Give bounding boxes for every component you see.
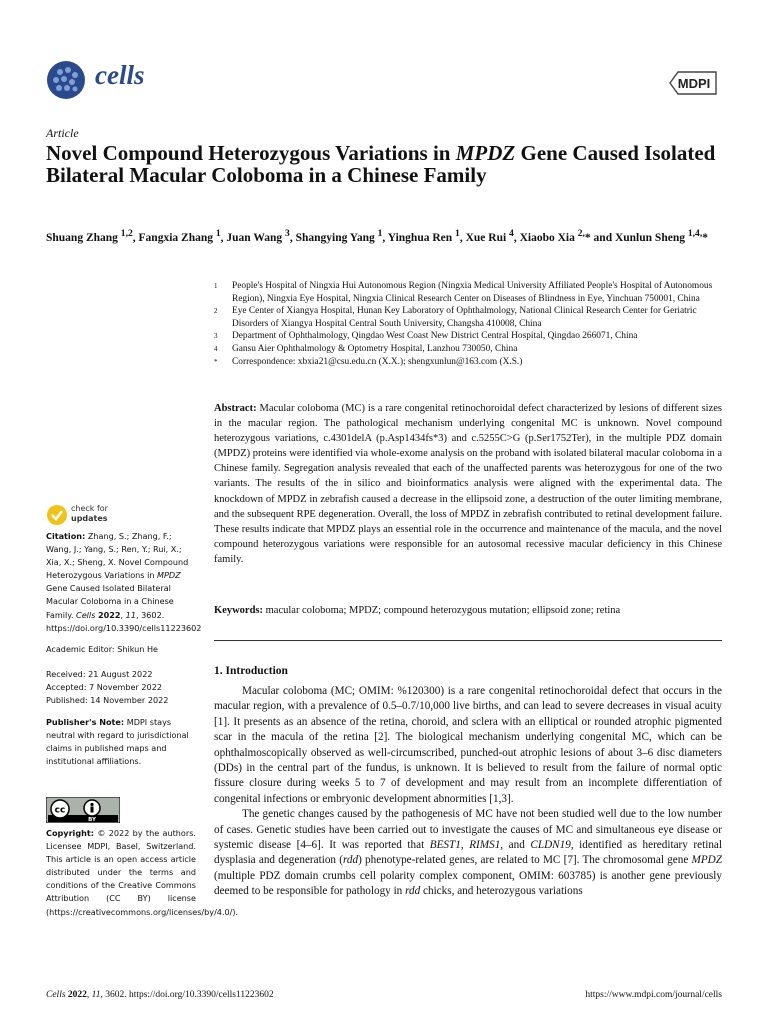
affiliation-number: 1 — [214, 282, 218, 290]
by-badge-text: BY — [88, 817, 96, 823]
abstract-text: Macular coloboma (MC) is a rare congenital retinochoroidal defect characterized by lesions of different sizes in the macular region. The pathological mechanism underlying congenital MC is unknown. Novel compound heterozygous variations, c.4301delA (p.Asp1434fs*3) and c.5255C>G (p.Ser1752Ter), in the multiple PDZ domain (MPDZ) proteins were identified via whole-exome analysis on the proband with isolated bilateral macular coloboma in a Chinese family. Segregation analysis revealed that each of the unaffected parents was heterozygous for one of the two variants. The results of the in silico and bioinformatics analysis were aligned with the experimental data. The knockdown of MPDZ in zebrafish caused a decrease in the ellipsoid zone, a destruction of the outer limiting membrane, and the subsequent RPE degeneration. Overall, the loss of MPDZ in zebrafish contributed to retinal development failure. These results indicate that MPDZ plays an essential role in the occurrence and maintenance of the macula, and the novel compound heterozygous variations were responsible for an autosomal recessive macular deficiency in this Chinese family. — [214, 403, 723, 565]
section-divider — [214, 640, 722, 641]
section-heading: 1. Introduction — [214, 665, 288, 677]
dates — [46, 668, 196, 707]
abstract — [214, 401, 722, 567]
sidebar-info — [46, 530, 202, 777]
check-updates-line1: check for — [71, 504, 108, 513]
affiliation-number: 2 — [214, 307, 218, 316]
abstract-label: Abstract: — [214, 403, 257, 414]
journal-name: cells — [95, 60, 145, 90]
cc-badge-text: cc — [54, 805, 66, 816]
affiliation-item — [214, 343, 726, 356]
check-for-updates-badge[interactable] — [46, 504, 166, 526]
publisher-note: Publisher's Note: MDPI stays neutral with regard to jurisdictional claims in published maps and institutional affiliations. — [46, 717, 189, 767]
copyright-notice: Copyright: © 2022 by the authors. Licensee MDPI, Basel, Switzerland. This article is an open access article distributed under the terms and conditions of the Creative Commons Attribution (CC BY) license (https://creativecommons.org/licenses/by/4.0/). — [46, 828, 239, 917]
cells-logo-icon — [46, 60, 86, 100]
check-updates-icon — [46, 504, 68, 526]
affiliation-number: 4 — [214, 344, 218, 353]
date-accepted: Accepted: 7 November 2022 — [46, 681, 162, 692]
intro-paragraph-2: The genetic changes caused by the pathogenesis of MC have not been studied well due to the low number of cases. Genetic studies have been carried out to investigate the causes of MC and simultaneous eye disease or systemic disease [4–6]. It was reported that BEST1, RIMS1, and CLDN19, identified as hereditary retinal dysplasia and degeneration (rdd) phenotype-related genes, are related to MC [7]. The chromosomal gene MPDZ (multiple PDZ domain crumbs cell polarity complex component, OMIM: 603785) is another gene previously deemed to be responsible for pathology in rdd chicks, and heterozygous variations — [214, 808, 722, 898]
academic-editor: Academic Editor: Shikun He — [46, 643, 159, 654]
article-type: Article — [46, 126, 79, 140]
publisher-name: MDPI — [677, 76, 711, 91]
date-received: Received: 21 August 2022 — [46, 668, 153, 679]
date-published: Published: 14 November 2022 — [46, 695, 169, 706]
affiliation-item — [214, 356, 726, 369]
affiliations — [214, 280, 726, 368]
citation: Citation: Zhang, S.; Zhang, F.; Wang, J.; Yang, S.; Ren, Y.; Rui, X.; Xia, X.; Sheng, X. Novel Compound Heterozygous Variations in MPDZ Gene Caused Isolated Bilateral Macular Coloboma in a Chinese Family. Cells 2022, 11, 3602. https://doi.org/10.3390/cells11223602 — [46, 531, 202, 633]
intro-paragraph-1: Macular coloboma (MC; OMIM: %120300) is a rare congenital retinochoroidal defect that occurs in the macular region, with a prevalence of 0.5–0.7/10,000 live births, and can lead to severe decreases in visual acuity [1]. It presents as an absence of the retina, choroid, and sclera with an elliptical or rounded atrophic pigmented scar in the macula of the retina [2]. The biological mechanism underlying congenital MC, which can be ophthalmoscopically observed as well-circumscribed, punched-out atrophic lesions of about 3–6 disc diameters (DDs) in the central part of the fundus, is unknown. It is believed to result from the failure of normal optic fissure closure during weeks 5 to 7 of development and may result from an incomplete differentiation of congenital infections or embryonic development abnormities [1,3]. — [214, 685, 722, 805]
affiliation-item — [214, 330, 726, 343]
intro-body — [214, 684, 722, 900]
check-updates-line2: updates — [71, 514, 108, 523]
affiliation-text: Department of Ophthalmology, Qingdao West Coast New District Central Hospital, Qingdao 266071, China — [232, 331, 638, 342]
keywords — [214, 603, 722, 618]
affiliation-text: People's Hospital of Ningxia Hui Autonomous Region (Ningxia Medical University Affiliated People's Hospital of Autonomous Region), Ningxia Eye Hospital, Ningxia Clinical Research Center on Diseases of Blindness in Eye, Yinchuan 750001, China — [232, 281, 713, 304]
keywords-label: Keywords: — [214, 605, 263, 616]
affiliation-text: Gansu Aier Ophthalmology & Optometry Hospital, Lanzhou 730050, China — [232, 343, 518, 354]
affiliation-number: * — [214, 357, 218, 366]
footer-journal-url[interactable]: https://www.mdpi.com/journal/cells — [585, 990, 722, 1000]
cc-by-license-icon[interactable] — [46, 797, 120, 823]
title-part-3: Gene Caused Isolated Bilateral Macular Coloboma in a Chinese Family — [46, 141, 716, 187]
keywords-text: macular coloboma; MPDZ; compound heterozygous mutation; ellipsoid zone; retina — [265, 605, 621, 616]
mdpi-logo-icon — [668, 70, 720, 96]
title-part-1: Novel Compound Heterozygous Variations in — [46, 141, 456, 165]
footer-citation[interactable]: Cells 2022, 11, 3602. https://doi.org/10.3390/cells11223602 — [46, 990, 274, 1000]
affiliation-text: Correspondence: xbxia21@csu.edu.cn (X.X.); shengxunlun@163.com (X.S.) — [232, 356, 523, 367]
title-gene: MPDZ — [455, 141, 516, 165]
affiliation-number: 3 — [214, 332, 218, 341]
affiliation-item — [214, 280, 726, 305]
affiliation-text: Eye Center of Xiangya Hospital, Hunan Key Laboratory of Ophthalmology, National Clinical Research Center for Geriatric Disorders of Xiangya Hospital Central South University, Changsha 410008, China — [232, 306, 697, 329]
affiliation-item — [214, 305, 726, 330]
article-title — [46, 142, 726, 186]
author-list: Shuang Zhang $^{1,2}$, Fangxia Zhang $^1$, Juan Wang $^3$, Shangying Yang $^1$, Yinghua Ren $^1$, Xue Rui $^4$, Xiaobo Xia $^{2,}$* and Xunlun Sheng $^{1,4,}$* — [46, 228, 708, 244]
